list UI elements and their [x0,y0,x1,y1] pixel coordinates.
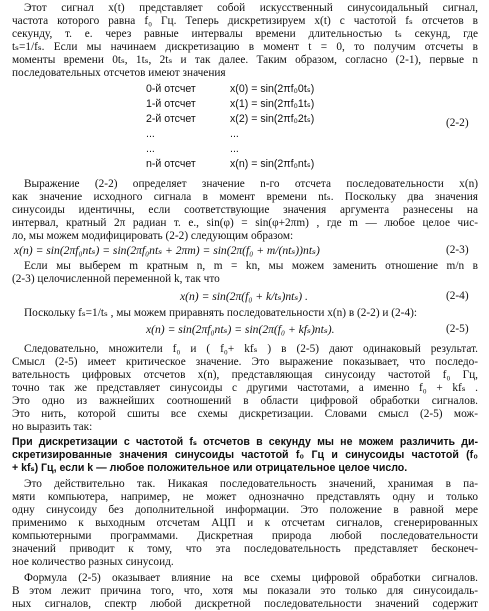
eq-number-2-3: (2-3) [446,244,469,256]
para1-line-4: tₛ=1/fₛ. Если мы начинаем дискретизацию в момент t = 0, то получим отсчеты в [12,41,478,53]
para5-line-3: вательность цифровых отсчетов x(n), представляющая синусоиду частотой f₀ Гц, [12,369,478,381]
para1-line-5: моменты времени 0tₛ, 1tₛ, 2tₛ и так далее. Таким образом, согласно (2-1), первые n [12,54,478,66]
eq-number-2-4: (2-4) [446,290,469,302]
para1-line-6: последовательных отсчетов имеют значения [12,67,226,79]
para6-line-1: Это действительно так. Никакая последовательность значений, хранимая в па- [24,478,478,490]
sample-formula-0: x(0) = sin(2πf₀0tₛ) [230,83,315,95]
para6-line-5: компьютерными программами. Дискретная природа любой последовательности [12,530,478,542]
eq-number-2-5: (2-5) [446,323,469,335]
para3-line-2: (2-3) целочисленной переменной k, так что [12,273,220,285]
para7-line-2: В этом лежит причина того, что, хотя мы показали это только для синусоидаль- [12,585,478,597]
para7-line-1: Формула (2-5) оказывает влияние на все схемы цифровой обработки сигналов. [24,572,478,584]
eq-number-2-2: (2-2) [446,117,469,129]
para2-line-5: ло, мы можем модифицировать (2-2) следующим образом: [12,230,294,242]
para5-line-4: точно так же представляет синусоиды с другими частотами, а именно f₀ + kfₛ . [12,382,478,394]
para6-line-2: мяти компьютера, например, не может однозначно представлять одну и только [12,491,478,503]
highlight-line-2: скретизированные значения синусоиды частотой f₀ Гц и синусоиды частотой (f₀ [12,449,478,461]
para5-line-6: Это нить, которой сшиты все схемы дискретизации. Словами смысл (2-5) мож- [12,408,478,420]
para4-line-1: Поскольку fₛ=1/tₛ , мы можем приравнять последовательности x(n) в (2-2) и (2-4): [24,307,417,319]
sample-label-1: 1-й отсчет [146,98,196,110]
para6-line-4: применимо к выходным отсчетам АЦП и к отсчетам сигналов, сгенерированных [12,517,478,529]
sample-label-3: ... [146,128,155,140]
para2-line-1: Выражение (2-2) определяет значение n-го отсчета последовательности x(n) [24,178,478,190]
sample-formula-2: x(2) = sin(2πf₀2tₛ) [230,113,315,125]
sample-label-4: ... [146,143,155,155]
para1-line-2: частота которого равна f₀ Гц. Теперь дискретизируем x(t) с частотой fₛ отсчетов в [12,15,478,27]
equation-2-3: x(n) = sin(2πf₀ntₛ) = sin(2πf₀ntₛ + 2πm) = sin(2π(f₀ + m/(ntₛ))ntₛ) [14,244,320,257]
equation-2-4: x(n) = sin(2π(f₀ + k/tₛ)ntₛ) . [180,290,308,303]
para5-line-2: Смысл (2-5) имеет критическое значение. Это выражение показывает, что последо- [12,356,478,368]
equation-2-5: x(n) = sin(2πf₀ntₛ) = sin(2π(f₀ + kfₛ)ntₛ). [146,323,335,336]
sample-formula-4: ... [230,143,239,155]
highlight-line-3: + kfₛ) Гц, если k — любое положительное или отрицательное целое число. [12,462,408,474]
para3-line-1: Если мы выберем m кратным n, m = kn, мы можем заменить отношение m/n в [24,260,478,272]
para5-line-7: но выразить так: [12,421,93,433]
sample-label-5: n-й отсчет [146,158,196,170]
para2-line-3: синусоиды идентичны, если соответствующие значения аргумента разнесены на [12,204,478,216]
para6-line-3: одну синусоиду без дополнительной информации. Это положение в равной мере [12,504,478,516]
sample-formula-5: x(n) = sin(2πf₀ntₛ) [230,158,315,170]
para6-line-7: ное количество разных синусоид. [12,556,174,568]
sample-formula-1: x(1) = sin(2πf₀1tₛ) [230,98,315,110]
para2-line-2: как значение исходного сигнала в момент времени ntₛ. Поскольку два значения [12,191,478,203]
para1-line-1: Этот сигнал x(t) представляет собой искусственный синусоидальный сигнал, [24,2,478,14]
para6-line-6: значений приводит к тому, что эта последовательность представляет бесконеч- [12,543,478,555]
sample-label-2: 2-й отсчет [146,113,196,125]
para5-line-1: Следовательно, множители f₀ и ( f₀+ kfₛ ) в (2-5) дают одинаковый результат. [24,343,478,355]
highlight-line-1: При дискретизации с частотой fₛ отсчетов в секунду мы не можем различить ди- [12,436,478,448]
sample-label-0: 0-й отсчет [146,83,196,95]
para7-line-3: ных сигналов, спектр любой дискретной последовательности значений содержит [12,598,478,610]
para1-line-3: секунду, т. е. через равные интервалы времени длительностью tₛ секунд, где [12,28,478,40]
para5-line-5: Это одно из важнейших соотношений в области цифровой обработки сигналов. [12,395,478,407]
sample-formula-3: ... [230,128,239,140]
para2-line-4: интервал, кратный 2π радиан т. е., sin(φ) = sin(φ+2πm) , где m — любое целое чис- [12,217,478,229]
